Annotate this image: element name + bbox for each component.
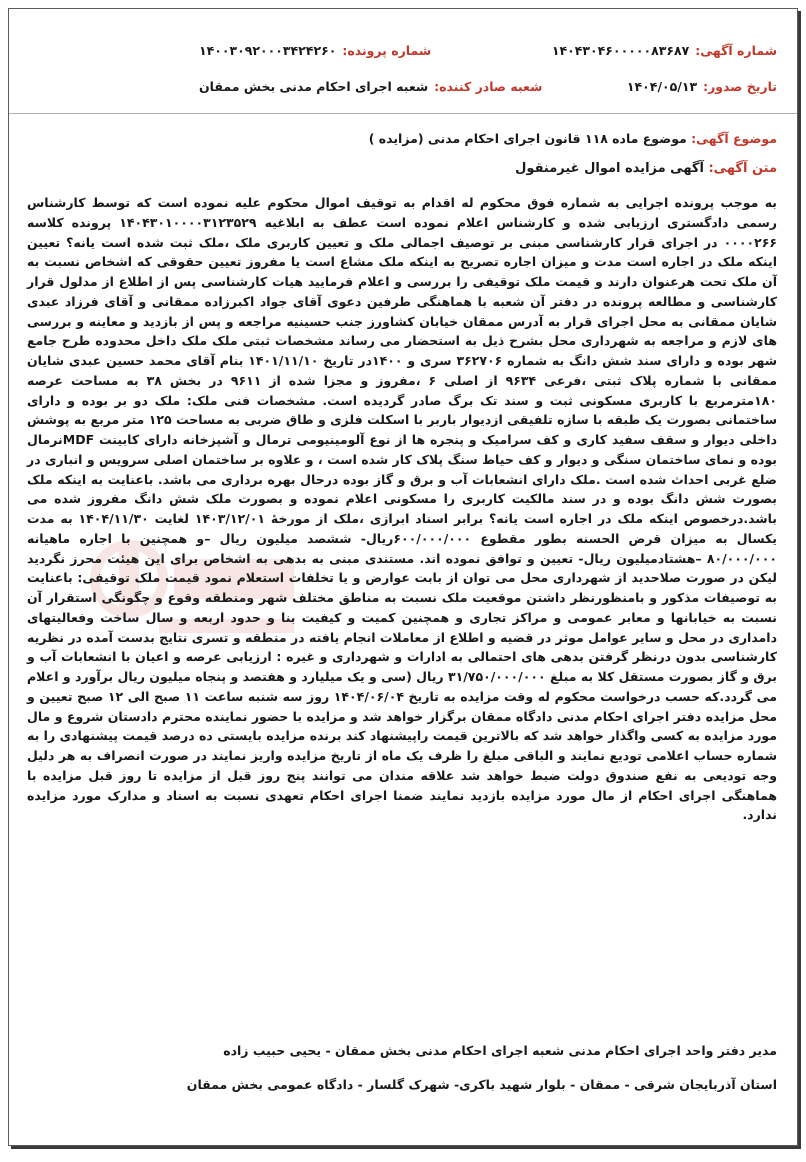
case-number-label: شماره پرونده: bbox=[342, 42, 432, 58]
notice-title bbox=[29, 161, 777, 176]
issue-date-label: تاریخ صدور: bbox=[703, 78, 777, 94]
issuer-label: شعبه صادر کننده: bbox=[434, 78, 543, 94]
case-number bbox=[199, 43, 431, 58]
meta-row-issue bbox=[29, 75, 777, 97]
office-manager: مدیر دفتر واحد اجرای احکام مدنی شعبه اجرای احکام مدنی بخش ممقان - یحیی حبیب زاده bbox=[223, 1043, 777, 1058]
title-value: آگهی مزایده اموال غیرمنقول bbox=[515, 161, 704, 176]
text-label: متن آگهی: bbox=[708, 161, 777, 176]
issuer bbox=[199, 79, 542, 94]
notice-body: به موجب پرونده اجرایی به شماره فوق محکوم له اقدام به توقیف اموال محکوم علیه نموده است که توسط کارشناس رسمی دادگستری ارزیابی شده و کارشناس اعلام نموده است عطف به ابلاغیه ۱۴۰۴۳۰۱۰۰۰۰۳۱۲۳۵۲۹ پرونده کلاسه ۰۰۰۰۲۶۶ در اجرای قرار کارشناسی مبنی بر توصیف اجمالی ملک و تعیین کاربری ملک ،ملک ثبت شده است یانه؟ تعیین اینکه ملک در اجاره است مدت و میزان اجاره تصریح به اینکه ملک مشاع است یا مفروز تعیین حقوقی که اشخاص نسبت به آن ملک تحت هرعنوان دارند و قیمت ملک توقیفی را بررسی و اعلام فرمایید هیات کارشناسی پس از اطلاع از مدلول قرار کارشناسی و مطالعه پرونده در دفتر آن شعبه با هماهنگی طرفین دعوی آقای جواد اکبرزاده ممقانی و آقای فرزاد عبدی شایان ممقانی به محل اجرای قرار به آدرس ممقان خیابان کشاورز جنب حسینیه مراجعه و پس از بازدید و معاینه و بررسی های لازم و مراجعه به شهرداری محل بشرح ذیل به استحضار می رساند مشخصات ثبتی ملک ملک داخل محدوده طرح جامع شهر بوده و دارای سند شش دانگ به شماره ۳۶۲۷۰۶ سری و ۱۴۰۰در تاریخ ۱۴۰۱/۱۱/۱۰ بنام آقای محمد حسین عبدی شایان ممقانی با شماره پلاک ثبتی ،فرعی ۹۶۳۴ از اصلی ۶ ،مفروز و مجزا شده از ۹۶۱۱ در بخش ۳۸ به مساحت عرصه ۱۸۰مترمربع با کاربری مسکونی ثبت و سند تک برگ صادر گردیده است. مشخصات فنی ملک: ملک دو بر بوده و دارای ساختمانی بصورت یک طبقه با سازه تلفیقی ازدیوار باربر با اسکلت فلزی و طاق ضربی به مساحت ۱۲۵ متر مربع به پوشش داخلی دیوار و سقف سفید کاری و کف سرامیک و پنجره ها از نوع آلومینیومی ترمال و آشپزخانه دارای کابینت MDFنرمال بوده و نمای ساختمان سنگی و دیوار و کف حیاط سنگ پلاک کار شده است ، و علاوه بر ساختمان اصلی سرویس و انباری در ضلع غربی احداث شده است .ملک دارای انشعابات آب و برق و گاز بوده درحال بهره برداری می باشد. باعنایت به اینکه ملک بصورت شش دانگ بوده و در سند مالکیت کاربری را مسکونی اعلام نموده و بصورت ملک شش دانگ مفروز شده می باشد.درخصوص اینکه ملک در اجاره است یانه؟ برابر اسناد ابرازی ،ملک از مورخهٔ ۱۴۰۳/۱۲/۰۱ لغایت ۱۴۰۴/۱۱/۳۰ به مدت یکسال به میزان قرض الحسنه بطور مقطوع ۶۰۰/۰۰۰/۰۰۰ریال- ششصد میلیون ریال –و همچنین با اجاره ماهیانه ۸۰/۰۰۰/۰۰۰ –هشتادمیلیون ریال- تعیین و توافق نموده اند. مستندی مبنی به بدهی به اشخاص برای این هیئت محرز نگردید لیکن در صورت صلاحدید از شهرداری محل می توان از بابت عوارض و یا تخلفات استعلام نمود قیمت ملک توقیفی: باعنایت به توصیفات مذکور و بامنظورنظر داشتن موقعیت ملک نسبت به مناطق مختلف شهر ومنطقه وقوع و چگونگی استقرار آن نسبت به خیابانها و معابر عمومی و مراکز تجاری و همچنین کمیت و کیفیت بنا و حدود اربعه و سال ساخت وفعالیتهای دامداری در محل و سایر عوامل موثر در قضیه و اطلاع از معاملات انجام یافته در منطقه و تسری نتایج بدست آمده در نظریه کارشناسی بدون درنظر گرفتن بدهی های احتمالی به ادارات و شهرداری و غیره : ارزیابی عرصه و اعیان با انشعابات آب و برق و گاز بصورت مستقل کلا به مبلغ ۳۱/۷۵۰/۰۰۰/۰۰۰ ریال (سی و یک میلیارد و هفتصد و پنجاه میلیون ریال برآورد و اعلام می گردد.که حسب درخواست محکوم له وقت مزایده به تاریخ ۱۴۰۴/۰۶/۰۴ روز سه شنبه ساعت ۱۱ صبح الی ۱۲ صبح تعیین و محل مزایده دفتر اجرای احکام مدنی دادگاه ممقان برگزار خواهد شد و مزایده با حضور نماینده محترم دادستان شروع و مال مورد مزایده به کسی واگذار خواهد شد که بالاترین قیمت راپیشنهاد کند برنده مزایده بایستی ده درصد قیمت پیشنهادی را به شماره حساب اعلامی تودیع نمایند و الباقی مبلغ را ظرف یک ماه از تاریخ مزایده واریز نمایند در صورت انصراف به هر دلیل وجه تودیعی به نفع صندوق دولت ضبط خواهد شد علاقه مندان می توانند پنج روز قبل از مزایده تا روز قبل مزایده با هماهنگی اجرای احکام از مال مورد مزایده بازدید نمایند ضمنا اجرای احکام تعهدی نسبت به اسناد و مدارک مورد مزایده ندارد. bbox=[27, 195, 778, 823]
subject-value: موضوع ماده ۱۱۸ قانون اجرای احکام مدنی (مزایده ) bbox=[368, 131, 687, 146]
court-address: استان آذربایجان شرقی - ممقان - بلوار شهید باکری- شهرک گلسار - دادگاه عمومی بخش ممقان bbox=[186, 1077, 777, 1092]
meta-row-numbers bbox=[29, 39, 777, 61]
notice-number-value: ۱۴۰۴۳۰۴۶۰۰۰۰۰۸۳۶۸۷ bbox=[551, 42, 690, 58]
notice-subject bbox=[29, 131, 777, 146]
header-divider bbox=[9, 113, 797, 114]
notice-number-label: شماره آگهی: bbox=[695, 42, 777, 58]
notice-number bbox=[552, 43, 777, 58]
notice-document bbox=[8, 8, 798, 1146]
issue-date bbox=[627, 79, 777, 94]
notice-metadata bbox=[29, 39, 777, 111]
issuer-value: شعبه اجرای احکام مدنی بخش ممقان bbox=[199, 78, 429, 94]
issue-date-value: ۱۴۰۴/۰۵/۱۳ bbox=[626, 78, 698, 94]
subject-label: موضوع آگهی: bbox=[691, 131, 777, 146]
case-number-value: ۱۴۰۰۳۰۹۲۰۰۰۳۴۲۴۲۶۰ bbox=[199, 42, 337, 58]
